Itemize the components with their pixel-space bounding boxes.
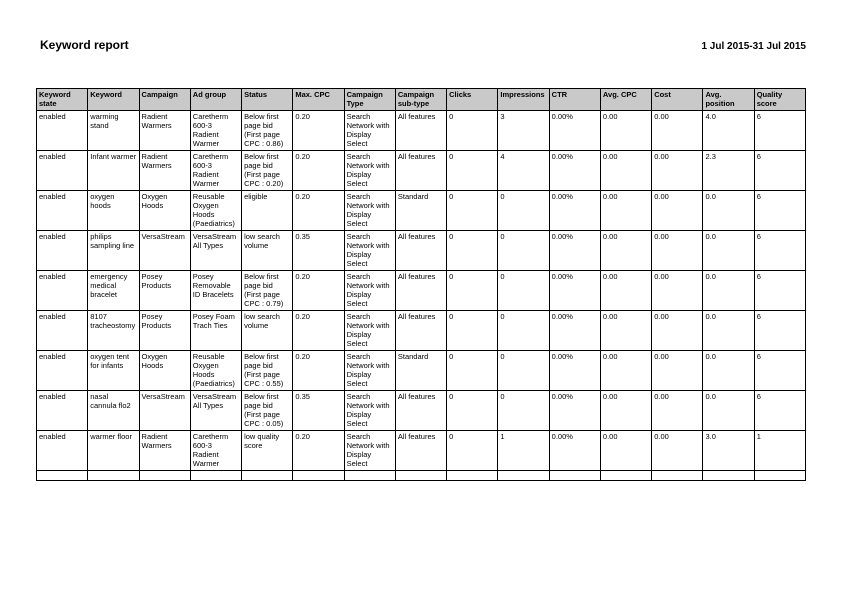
cell: 0 bbox=[447, 191, 498, 231]
cell: 8107 tracheostomy bbox=[88, 311, 139, 351]
report-header bbox=[40, 38, 806, 52]
cell: enabled bbox=[37, 231, 88, 271]
page-title: Keyword report bbox=[40, 38, 129, 52]
cell: enabled bbox=[37, 431, 88, 471]
cell: enabled bbox=[37, 391, 88, 431]
cell: 0 bbox=[498, 351, 549, 391]
cell: Radient Warmers bbox=[139, 431, 190, 471]
cell: 0 bbox=[447, 231, 498, 271]
cell: 0.35 bbox=[293, 231, 344, 271]
cell: 0.00 bbox=[652, 311, 703, 351]
cell: Reusable Oxygen Hoods (Paediatrics) bbox=[190, 191, 241, 231]
cell: Posey Foam Trach Ties bbox=[190, 311, 241, 351]
cell: Radient Warmers bbox=[139, 151, 190, 191]
cell: Posey Removable ID Bracelets bbox=[190, 271, 241, 311]
cell: Search Network with Display Select bbox=[344, 431, 395, 471]
cell: low search volume bbox=[242, 311, 293, 351]
cell: 0.00 bbox=[600, 231, 651, 271]
cell: enabled bbox=[37, 271, 88, 311]
cell: Infant warmer bbox=[88, 151, 139, 191]
cell: 0 bbox=[447, 111, 498, 151]
cell: 0 bbox=[447, 431, 498, 471]
cell: 0.20 bbox=[293, 271, 344, 311]
cell: 0.20 bbox=[293, 311, 344, 351]
cell: 0 bbox=[447, 391, 498, 431]
cell: 0.00% bbox=[549, 191, 600, 231]
cell: Search Network with Display Select bbox=[344, 231, 395, 271]
cell: Reusable Oxygen Hoods (Paediatrics) bbox=[190, 351, 241, 391]
cell: 0.0 bbox=[703, 191, 754, 231]
cell: 0.0 bbox=[703, 231, 754, 271]
column-header: Status bbox=[242, 89, 293, 111]
cell: Posey Products bbox=[139, 311, 190, 351]
cell: 0.00% bbox=[549, 431, 600, 471]
cell: 3.0 bbox=[703, 431, 754, 471]
table-body bbox=[37, 111, 806, 481]
column-header: Keyword state bbox=[37, 89, 88, 111]
cell: Caretherm 600-3 Radient Warmer bbox=[190, 431, 241, 471]
cell: 0.00 bbox=[652, 351, 703, 391]
cell: Search Network with Display Select bbox=[344, 151, 395, 191]
cell: low search volume bbox=[242, 231, 293, 271]
table-row bbox=[37, 391, 806, 431]
cell: 0.00 bbox=[600, 431, 651, 471]
cell: enabled bbox=[37, 191, 88, 231]
column-header: Campaign sub-type bbox=[395, 89, 446, 111]
empty-cell bbox=[190, 471, 241, 481]
empty-cell bbox=[754, 471, 805, 481]
table-row bbox=[37, 191, 806, 231]
cell: 0.00 bbox=[600, 311, 651, 351]
cell: 0.0 bbox=[703, 391, 754, 431]
column-header: Campaign bbox=[139, 89, 190, 111]
cell: 1 bbox=[754, 431, 805, 471]
cell: 0.20 bbox=[293, 351, 344, 391]
cell: oxygen tent for infants bbox=[88, 351, 139, 391]
cell: Search Network with Display Select bbox=[344, 311, 395, 351]
cell: Below first page bid (First page CPC : 0.79) bbox=[242, 271, 293, 311]
empty-cell bbox=[88, 471, 139, 481]
cell: 0 bbox=[498, 391, 549, 431]
empty-cell bbox=[498, 471, 549, 481]
cell: 6 bbox=[754, 231, 805, 271]
cell: Search Network with Display Select bbox=[344, 191, 395, 231]
empty-cell bbox=[549, 471, 600, 481]
cell: 0.00 bbox=[600, 151, 651, 191]
empty-cell bbox=[703, 471, 754, 481]
column-header: Impressions bbox=[498, 89, 549, 111]
cell: 6 bbox=[754, 151, 805, 191]
cell: 6 bbox=[754, 111, 805, 151]
cell: 0.0 bbox=[703, 311, 754, 351]
cell: Oxygen Hoods bbox=[139, 191, 190, 231]
cell: 6 bbox=[754, 191, 805, 231]
column-header: Avg. CPC bbox=[600, 89, 651, 111]
cell: All features bbox=[395, 391, 446, 431]
cell: low quality score bbox=[242, 431, 293, 471]
cell: 6 bbox=[754, 391, 805, 431]
cell: oxygen hoods bbox=[88, 191, 139, 231]
cell: 0.00 bbox=[652, 391, 703, 431]
cell: 6 bbox=[754, 271, 805, 311]
column-header: Clicks bbox=[447, 89, 498, 111]
cell: 0.00 bbox=[652, 271, 703, 311]
empty-cell bbox=[344, 471, 395, 481]
cell: 0.20 bbox=[293, 111, 344, 151]
cell: All features bbox=[395, 111, 446, 151]
empty-cell bbox=[600, 471, 651, 481]
cell: 0.00% bbox=[549, 391, 600, 431]
cell: 0 bbox=[498, 231, 549, 271]
cell: 6 bbox=[754, 311, 805, 351]
cell: Below first page bid (First page CPC : 0.86) bbox=[242, 111, 293, 151]
cell: 0.00 bbox=[600, 111, 651, 151]
cell: 0 bbox=[498, 191, 549, 231]
empty-cell bbox=[395, 471, 446, 481]
cell: 0 bbox=[498, 311, 549, 351]
date-range: 1 Jul 2015-31 Jul 2015 bbox=[701, 41, 806, 52]
cell: All features bbox=[395, 231, 446, 271]
cell: philips sampling line bbox=[88, 231, 139, 271]
cell: enabled bbox=[37, 151, 88, 191]
cell: emergency medical bracelet bbox=[88, 271, 139, 311]
cell: Below first page bid (First page CPC : 0.05) bbox=[242, 391, 293, 431]
cell: 0.00 bbox=[600, 191, 651, 231]
empty-cell bbox=[447, 471, 498, 481]
cell: 0.00 bbox=[652, 111, 703, 151]
cell: 0.00 bbox=[600, 271, 651, 311]
cell: All features bbox=[395, 431, 446, 471]
cell: Search Network with Display Select bbox=[344, 391, 395, 431]
cell: 6 bbox=[754, 351, 805, 391]
cell: 0.00 bbox=[652, 151, 703, 191]
empty-cell bbox=[242, 471, 293, 481]
cell: enabled bbox=[37, 351, 88, 391]
cell: Caretherm 600-3 Radient Warmer bbox=[190, 151, 241, 191]
cell: VersaStream All Types bbox=[190, 391, 241, 431]
cell: 4.0 bbox=[703, 111, 754, 151]
cell: warming stand bbox=[88, 111, 139, 151]
table-row bbox=[37, 351, 806, 391]
table-head bbox=[37, 89, 806, 111]
cell: 0.20 bbox=[293, 431, 344, 471]
column-header: Quality score bbox=[754, 89, 805, 111]
table-row bbox=[37, 311, 806, 351]
empty-footer-row bbox=[37, 471, 806, 481]
column-header: Keyword bbox=[88, 89, 139, 111]
cell: VersaStream All Types bbox=[190, 231, 241, 271]
table-row bbox=[37, 431, 806, 471]
cell: 0.00 bbox=[652, 431, 703, 471]
cell: All features bbox=[395, 151, 446, 191]
empty-cell bbox=[37, 471, 88, 481]
cell: 0 bbox=[447, 311, 498, 351]
cell: 0.00% bbox=[549, 111, 600, 151]
cell: 0.00% bbox=[549, 311, 600, 351]
cell: 0.00 bbox=[652, 231, 703, 271]
cell: Oxygen Hoods bbox=[139, 351, 190, 391]
cell: warmer floor bbox=[88, 431, 139, 471]
table-row bbox=[37, 271, 806, 311]
cell: 2.3 bbox=[703, 151, 754, 191]
column-header: Max. CPC bbox=[293, 89, 344, 111]
cell: 0.0 bbox=[703, 271, 754, 311]
cell: 3 bbox=[498, 111, 549, 151]
cell: 0 bbox=[498, 271, 549, 311]
column-header: Ad group bbox=[190, 89, 241, 111]
cell: 0.00% bbox=[549, 351, 600, 391]
cell: 0 bbox=[447, 151, 498, 191]
cell: 0.20 bbox=[293, 191, 344, 231]
cell: VersaStream bbox=[139, 391, 190, 431]
cell: 0.00% bbox=[549, 271, 600, 311]
cell: Search Network with Display Select bbox=[344, 271, 395, 311]
cell: 0 bbox=[447, 351, 498, 391]
cell: Caretherm 600-3 Radient Warmer bbox=[190, 111, 241, 151]
cell: 0 bbox=[447, 271, 498, 311]
cell: enabled bbox=[37, 111, 88, 151]
cell: Standard bbox=[395, 191, 446, 231]
cell: 0.00% bbox=[549, 231, 600, 271]
empty-cell bbox=[139, 471, 190, 481]
empty-cell bbox=[652, 471, 703, 481]
cell: All features bbox=[395, 311, 446, 351]
cell: Below first page bid (First page CPC : 0.55) bbox=[242, 351, 293, 391]
cell: Posey Products bbox=[139, 271, 190, 311]
cell: VersaStream bbox=[139, 231, 190, 271]
keyword-report-table bbox=[36, 88, 806, 481]
cell: 0.20 bbox=[293, 151, 344, 191]
cell: eligible bbox=[242, 191, 293, 231]
column-header: Campaign Type bbox=[344, 89, 395, 111]
cell: 0.00% bbox=[549, 151, 600, 191]
column-header: Avg. position bbox=[703, 89, 754, 111]
cell: 0.0 bbox=[703, 351, 754, 391]
table-row bbox=[37, 111, 806, 151]
cell: 0.00 bbox=[652, 191, 703, 231]
cell: All features bbox=[395, 271, 446, 311]
cell: 1 bbox=[498, 431, 549, 471]
cell: 0.00 bbox=[600, 351, 651, 391]
header-row bbox=[37, 89, 806, 111]
cell: Search Network with Display Select bbox=[344, 351, 395, 391]
cell: nasal cannula flo2 bbox=[88, 391, 139, 431]
column-header: CTR bbox=[549, 89, 600, 111]
cell: Radient Warmers bbox=[139, 111, 190, 151]
cell: 0.35 bbox=[293, 391, 344, 431]
cell: Search Network with Display Select bbox=[344, 111, 395, 151]
table-row bbox=[37, 231, 806, 271]
cell: 4 bbox=[498, 151, 549, 191]
cell: 0.00 bbox=[600, 391, 651, 431]
cell: Standard bbox=[395, 351, 446, 391]
column-header: Cost bbox=[652, 89, 703, 111]
empty-cell bbox=[293, 471, 344, 481]
cell: enabled bbox=[37, 311, 88, 351]
table-row bbox=[37, 151, 806, 191]
cell: Below first page bid (First page CPC : 0.20) bbox=[242, 151, 293, 191]
